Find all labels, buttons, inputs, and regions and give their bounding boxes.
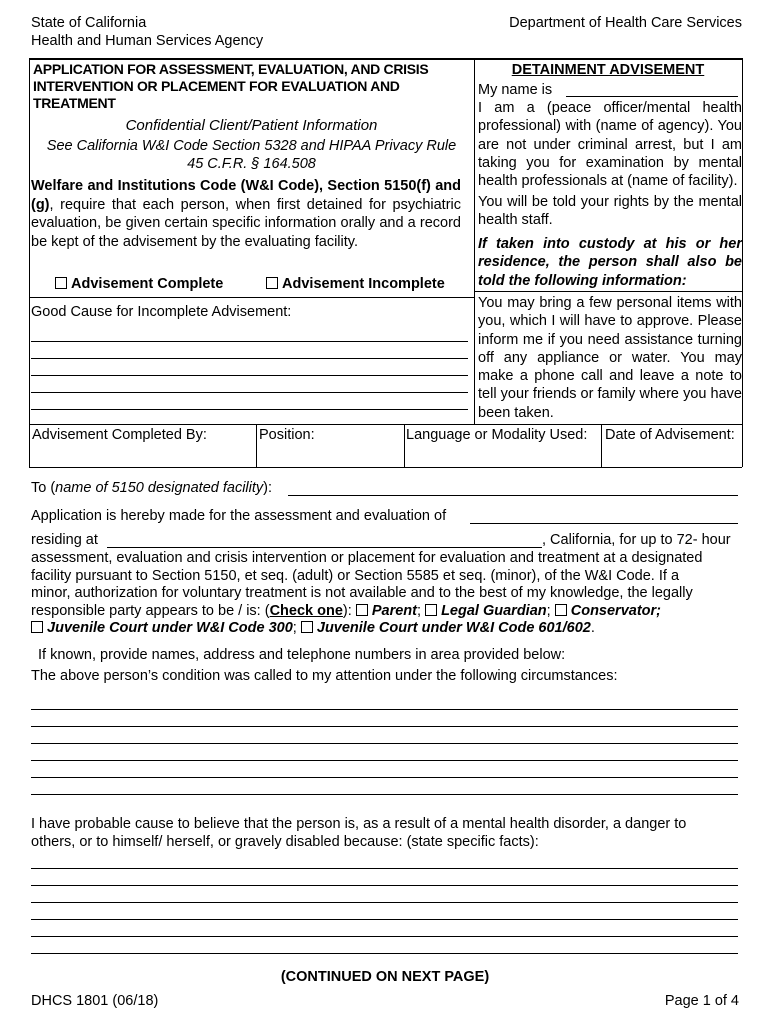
facts-line-3[interactable] [31, 902, 738, 903]
advisement-incomplete-label: Advisement Incomplete [282, 276, 445, 292]
detainment-paragraph-2: You will be told your rights by the mental health staff. [478, 194, 742, 229]
advisement-complete-option[interactable] [55, 276, 223, 292]
facility-name-field[interactable] [288, 495, 738, 496]
advisement-incomplete-option[interactable] [266, 276, 445, 292]
row-divider-3 [601, 424, 602, 467]
good-cause-line-2[interactable] [31, 358, 468, 359]
circumstances-line-3[interactable] [31, 743, 738, 744]
legal-guardian-label: Legal Guardian [441, 602, 547, 619]
department-label: Department of Health Care Services [509, 15, 742, 31]
form-number: DHCS 1801 (06/18) [31, 993, 159, 1009]
circumstances-line-4[interactable] [31, 760, 738, 761]
detainment-rule [474, 291, 742, 292]
application-paragraph: assessment, evaluation and crisis intervention or placement for evaluation and treatment at a designated facility pursuant to Section 5150, et seq. (adult) or Section 5585 et seq. (minor), of the W&I Code. If a minor, authorization for voluntary treatment is not available and to the best of my knowledge, the legally responsible party appears to be / is: (Check one): Parent; Legal Guardian; Conservator; Juvenile Court under W&I Code 300; Juvenile Court under W&I Code 601/602. [31, 550, 743, 638]
row-top-rule [29, 424, 742, 425]
row-right-border [742, 424, 743, 467]
california-text: , California, for up to 72- hour [542, 532, 731, 548]
advisement-incomplete-checkbox[interactable] [266, 277, 278, 289]
legal-guardian-checkbox[interactable] [425, 604, 437, 616]
completed-by-field[interactable]: Advisement Completed By: [32, 427, 207, 443]
person-name-field[interactable] [470, 523, 738, 524]
left-border [29, 58, 30, 424]
agency-header [31, 14, 263, 50]
to-facility-label: To (name of 5150 designated facility): [31, 480, 273, 496]
detainment-name-field[interactable] [566, 96, 738, 97]
continued-notice: (CONTINUED ON NEXT PAGE) [280, 969, 490, 985]
state-label: State of California [31, 15, 147, 31]
form-title: APPLICATION FOR ASSESSMENT, EVALUATION, AND CRISIS INTERVENTION OR PLACEMENT FOR EVALUATION AND TREATMENT [33, 61, 429, 111]
juvenile-601-label: Juvenile Court under W&I Code 601/602 [316, 620, 591, 636]
advisement-rule [29, 297, 474, 298]
parent-checkbox[interactable] [356, 604, 368, 616]
juvenile-300-label: Juvenile Court under W&I Code 300 [47, 620, 293, 636]
juvenile-601-checkbox[interactable] [301, 621, 313, 633]
privacy-reference-2: 45 C.F.R. § 164.508 [187, 156, 316, 172]
row-divider-1 [256, 424, 257, 467]
row-bottom-rule [29, 467, 742, 468]
wi-code-paragraph [31, 177, 461, 251]
top-rule [29, 58, 742, 60]
position-field[interactable]: Position: [259, 427, 315, 443]
good-cause-line-5[interactable] [31, 409, 468, 410]
facts-line-6[interactable] [31, 953, 738, 954]
circumstances-line-5[interactable] [31, 777, 738, 778]
column-divider [474, 58, 475, 424]
facts-line-4[interactable] [31, 919, 738, 920]
good-cause-line-1[interactable] [31, 341, 468, 342]
right-border [742, 58, 743, 424]
row-divider-2 [404, 424, 405, 467]
detainment-paragraph-3: You may bring a few personal items with you, which I will have to approve. Please inform me if you need assistance turning off any appliance or water. You may make a phone call and leave a note to tell your friends or family where you have been taken. [478, 295, 742, 421]
residence-field[interactable] [107, 547, 542, 548]
conservator-checkbox[interactable] [555, 604, 567, 616]
advisement-complete-label: Advisement Complete [71, 276, 224, 292]
circumstances-line-6[interactable] [31, 794, 738, 795]
wi-code-text: , require that each person, when first detained for psychiatric evaluation, be given certain specific information orally and a record be kept of the advisement by the evaluating facility. [31, 196, 461, 250]
juvenile-300-checkbox[interactable] [31, 621, 43, 633]
advisement-complete-checkbox[interactable] [55, 277, 67, 289]
detainment-custody-note: If taken into custody at his or her residence, the person shall also be told the following information: [478, 236, 742, 289]
page-number: Page 1 of 4 [664, 993, 739, 1009]
application-label: Application is hereby made for the assessment and evaluation of [31, 508, 447, 524]
residing-label: residing at [31, 532, 98, 548]
facts-line-5[interactable] [31, 936, 738, 937]
agency-label: Health and Human Services Agency [31, 33, 264, 49]
parent-label: Parent [371, 602, 417, 619]
facts-line-1[interactable] [31, 868, 738, 869]
circumstances-line-1[interactable] [31, 709, 738, 710]
probable-cause-statement: I have probable cause to believe that the person is, as a result of a mental health disorder, a danger to others, or to himself/ herself, or gravely disabled because: (state specific facts): [31, 816, 687, 850]
detainment-title: DETAINMENT ADVISEMENT [511, 62, 705, 78]
facts-line-2[interactable] [31, 885, 738, 886]
circumstances-label: The above person’s condition was called to my attention under the following circumstances: [31, 668, 618, 684]
privacy-reference-1: See California W&I Code Section 5328 and HIPAA Privacy Rule [46, 138, 457, 154]
juvenile-court-line: Juvenile Court under W&I Code 300; Juvenile Court under W&I Code 601/602. [31, 620, 743, 638]
conservator-label: Conservator; [570, 602, 661, 619]
circumstances-line-2[interactable] [31, 726, 738, 727]
responsible-party-line: responsible party appears to be / is: (Check one): Parent; Legal Guardian; Conservator; [31, 602, 661, 619]
date-field[interactable]: Date of Advisement: [605, 427, 735, 443]
good-cause-line-4[interactable] [31, 392, 468, 393]
if-known-instruction: If known, provide names, address and telephone numbers in area provided below: [38, 647, 566, 663]
row-left-border [29, 424, 30, 467]
good-cause-line-3[interactable] [31, 375, 468, 376]
language-field[interactable]: Language or Modality Used: [406, 427, 588, 443]
confidential-notice: Confidential Client/Patient Information [125, 117, 378, 134]
good-cause-label: Good Cause for Incomplete Advisement: [31, 304, 292, 320]
detainment-paragraph-1: I am a (peace officer/mental health professional) with (name of agency). You are not under criminal arrest, but I am taking you for examination by mental health professionals at (name of facility). [478, 100, 742, 190]
detainment-name-line: My name is [478, 82, 553, 98]
wi-code-bold: Welfare and Institutions Code (W&I Code), Section 5150(f) and (g) [31, 178, 461, 213]
